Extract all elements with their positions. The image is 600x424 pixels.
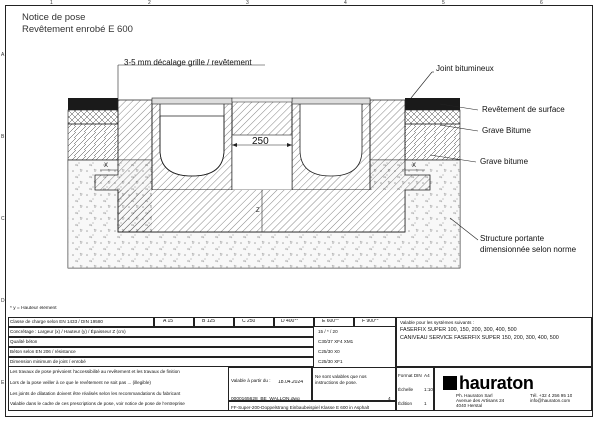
surface-layer-right [405, 98, 460, 110]
class-e600: E 600** [322, 319, 339, 324]
title-line-1: Notice de pose [22, 12, 86, 23]
nonvalid-note: Ne sont valables que nos instructions de pose. [315, 374, 367, 385]
company-address-3: 4040 Herstal [456, 403, 483, 408]
surface-layer-left [68, 98, 118, 110]
class-b125: B 125 [202, 319, 216, 324]
note-3: Les joints de dilatation doivent être réalisés selon les recommandations du fabricant [10, 391, 181, 396]
class-d400: D 400** [281, 319, 299, 324]
grave-bitume-label-1: Grave Bitume [482, 126, 531, 135]
grid-row-d: D [1, 298, 5, 304]
table-row3-label: Béton selon EN 206 / résistance [10, 349, 76, 354]
valid-from-date: 18.04.2024 [278, 380, 304, 385]
table-row4-value: C25/30 XF1 [318, 359, 343, 364]
grave-bitume-left [68, 124, 118, 160]
joint-label: Joint bitumineux [436, 64, 494, 73]
edition-value: 1 [424, 401, 427, 406]
grid-row-e: E [1, 380, 5, 386]
grid-col-3: 3 [246, 0, 249, 6]
grid-col-2: 2 [148, 0, 151, 6]
logo-mark-icon [443, 376, 457, 390]
table-row1-label: Concrétage : Largeur (x) / Hauteur (y) / Épaisseur Z (cm) [10, 329, 126, 334]
table-row2-value: C30/37 XF4 XM1 [318, 339, 354, 344]
dimension-x-right: X [412, 163, 417, 169]
grid-row-c: C [1, 216, 5, 222]
grid-row-a: A [1, 52, 5, 58]
company-web: info@hauraton.com [530, 398, 571, 403]
grid-row-b: B [1, 134, 5, 140]
edition-label: Édition [398, 401, 413, 406]
structure-label-2: dimensionnée selon norme [480, 245, 577, 254]
document-number: 0000165628_BE_WALLON.dwg [231, 397, 300, 402]
grave-bitume-right [405, 124, 460, 160]
grave-bitume-label-2: Grave bitume [480, 157, 529, 166]
valid-from-label: Valable à partir du : [231, 378, 271, 383]
grid-col-1: 1 [50, 0, 53, 6]
validity-line-2: CANIVEAU SERVICE FASERFIX SUPER 150, 200, 300, 400, 500 [400, 335, 559, 341]
footer-line: FF-Super-200-Doppelstrang Einbaubeispiel Klasse E 600 in Asphalt [231, 405, 370, 410]
footnote: * y = Hauteur élément [10, 306, 57, 311]
company-address-2: Avenue des Artisans 24 [456, 398, 505, 403]
format-label: Format DIN [398, 373, 422, 378]
validity-line-1: FASERFIX SUPER 100, 150, 200, 300, 400, 500 [400, 327, 517, 333]
validity-text: Valable pour les systèmes suivants : [400, 320, 474, 325]
table-row4-label: Dimension minimum de joint / enrobé [10, 359, 86, 364]
note-4: Valable dans le cadre de ces prescriptions de pose, voir notice de pose de l’entreprise [10, 401, 185, 406]
grid-col-4: 4 [344, 0, 347, 6]
table-row2-label: Qualité béton [10, 339, 38, 344]
structure-label-1: Structure portante [480, 234, 545, 243]
scale-label: Échelle [398, 387, 414, 392]
class-f900: F 900** [362, 319, 379, 324]
grate-right [292, 98, 370, 104]
scale-value: 1:10 [424, 387, 433, 392]
note-2: Lors de la pose veiller à ce que le revêtement ne soit pas ... (illegible) [10, 380, 151, 385]
class-header: Classe de charge selon EN 1433 / DIN 19580 [10, 319, 103, 324]
company-tel: Tél. +32 4 256 95 10 [530, 393, 573, 398]
format-value: A4 [424, 373, 430, 378]
grid-col-5: 5 [442, 0, 445, 6]
sheet-number: 4 [388, 397, 391, 402]
dimension-z: Z [256, 208, 260, 214]
class-c250: C 250 [242, 319, 256, 324]
note-1: Les travaux de pose prévoient l’accessibilité au revêtement et les travaux de finition [10, 369, 180, 374]
grid-col-6: 6 [540, 0, 543, 6]
class-a15: A 15 [163, 319, 174, 324]
surface-label: Revêtement de surface [482, 105, 565, 114]
company-address-1: Ph. Hauraton Sarl [456, 393, 493, 398]
table-row3-value: C25/30 X0 [318, 349, 340, 354]
title-line-2: Revêtement enrobé E 600 [22, 24, 133, 35]
offset-label: 3-5 mm décalage grille / revêtement [124, 58, 252, 67]
dimension-250: 250 [252, 136, 269, 147]
dimension-x-left: X [104, 163, 109, 169]
grate-left [152, 98, 232, 104]
hauraton-logo: hauraton [443, 373, 534, 394]
table-row1-value: 15 / * / 20 [318, 329, 338, 334]
